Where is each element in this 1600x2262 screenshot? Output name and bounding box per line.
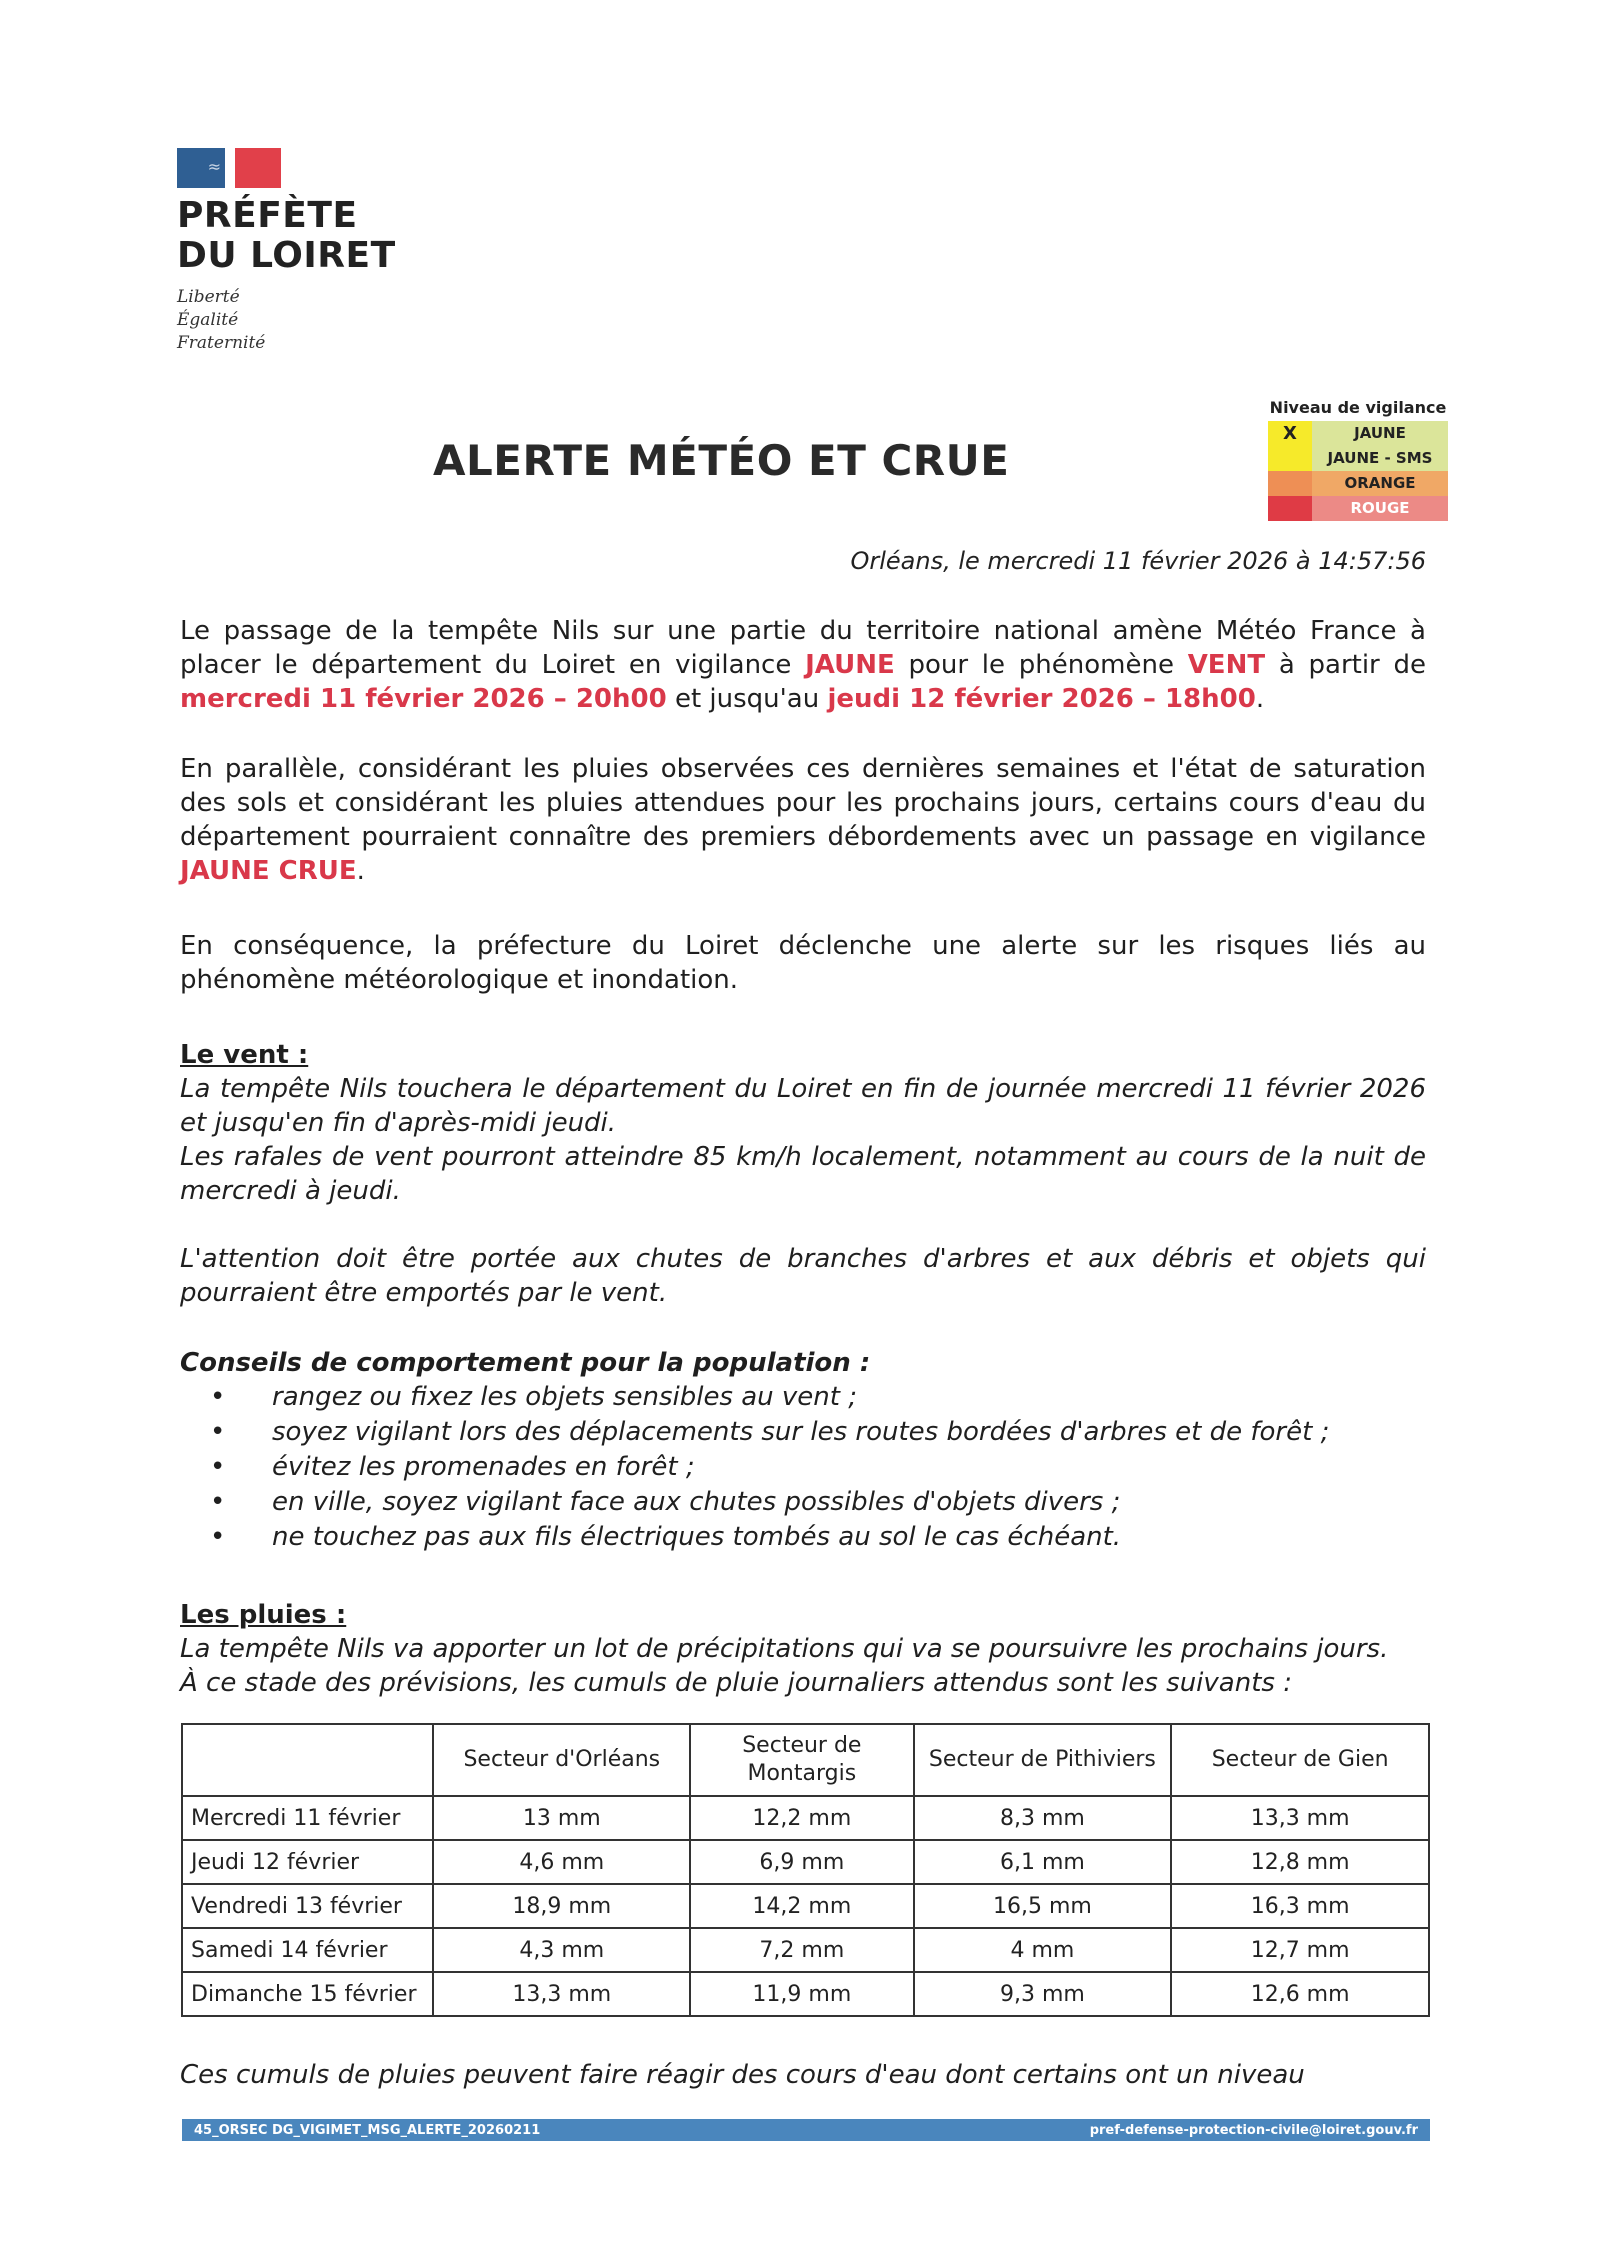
row-day: Mercredi 11 février: [182, 1796, 433, 1840]
wind-line-2: Les rafales de vent pourront atteindre 85 km/h localement, notamment au cours de la nuit de mercredi à jeudi.: [180, 1142, 1426, 1206]
date-line: Orléans, le mercredi 11 février 2026 à 14:57:56: [850, 547, 1426, 575]
bullet-icon: •: [210, 1487, 226, 1517]
bullet-icon: •: [210, 1522, 226, 1552]
rain-forecast-table: [181, 1723, 1430, 2017]
end-datetime: jeudi 12 février 2026 – 18h00: [827, 684, 1256, 714]
table-row: [182, 1972, 1429, 2016]
vigilance-title: Niveau de vigilance: [1269, 398, 1447, 417]
cell-pithiviers: 4 mm: [914, 1928, 1172, 1972]
cell-orleans: 4,6 mm: [433, 1840, 690, 1884]
motto-fraternite: Fraternité: [177, 333, 266, 353]
row-day: Vendredi 13 février: [182, 1884, 433, 1928]
cell-montargis: 6,9 mm: [690, 1840, 913, 1884]
table-row: [182, 1884, 1429, 1928]
republic-motto: [177, 286, 396, 355]
rain-section: [180, 1598, 1426, 1700]
cell-gien: 12,6 mm: [1171, 1972, 1429, 2016]
motto-liberte: Liberté: [177, 287, 240, 307]
intro-paragraph-3: En conséquence, la préfecture du Loiret déclenche une alerte sur les risques liés au phénomène météorologique et inondation.: [180, 931, 1426, 995]
wind-line-1: La tempête Nils touchera le département du Loiret en fin de journée mercredi 11 février 2026 et jusqu'en fin d'après-midi jeudi.: [180, 1074, 1426, 1138]
cell-gien: 12,8 mm: [1171, 1840, 1429, 1884]
intro-paragraph-1: Le passage de la tempête Nils sur une partie du territoire national amène Météo France à placer le département du Loiret en vigilance JAUNE pour le phénomène VENT à partir de mercredi 11 février 2026 – 20h00 et jusqu'au jeudi 12 février 2026 – 18h00.: [180, 616, 1426, 714]
vigilance-level-jaune-sms: JAUNE - SMS: [1312, 446, 1448, 471]
vigilance-marker-cell: [1268, 471, 1312, 496]
table-row: [182, 1928, 1429, 1972]
wind-section: [180, 1038, 1426, 1310]
row-day: Samedi 14 février: [182, 1928, 433, 1972]
cell-gien: 12,7 mm: [1171, 1928, 1429, 1972]
motto-egalite: Égalité: [177, 310, 239, 330]
list-item: • rangez ou fixez les objets sensibles au vent ;: [210, 1380, 1426, 1415]
cell-orleans: 13 mm: [433, 1796, 690, 1840]
table-header-montargis: Secteur de Montargis: [690, 1724, 913, 1796]
wind-heading: Le vent :: [180, 1040, 309, 1070]
rain-heading: Les pluies :: [180, 1600, 347, 1630]
cell-pithiviers: 16,5 mm: [914, 1884, 1172, 1928]
advice-heading: Conseils de comportement pour la population :: [180, 1348, 871, 1378]
cell-pithiviers: 8,3 mm: [914, 1796, 1172, 1840]
list-item: • soyez vigilant lors des déplacements sur les routes bordées d'arbres et de forêt ;: [210, 1415, 1426, 1450]
vigilance-marker-cell: [1268, 446, 1312, 471]
cell-orleans: 4,3 mm: [433, 1928, 690, 1972]
advice-list: [210, 1380, 1426, 1555]
table-row: [182, 1840, 1429, 1884]
document-reference: 45_ORSEC DG_VIGIMET_MSG_ALERTE_20260211: [194, 2122, 541, 2138]
cell-pithiviers: 6,1 mm: [914, 1840, 1172, 1884]
vigilance-marker-cell: [1268, 496, 1312, 521]
cell-gien: 16,3 mm: [1171, 1884, 1429, 1928]
institution-line-2: DU LOIRET: [177, 235, 396, 276]
table-header-row: [182, 1724, 1429, 1796]
vigilance-level-text: JAUNE: [805, 650, 895, 680]
vigilance-level-jaune: JAUNE: [1312, 421, 1448, 446]
table-header-orleans: Secteur d'Orléans: [433, 1724, 690, 1796]
contact-email: pref-defense-protection-civile@loiret.gouv.fr: [1089, 2122, 1418, 2138]
document-title: ALERTE MÉTÉO ET CRUE: [433, 436, 1010, 485]
vigilance-selected-mark: X: [1268, 421, 1312, 446]
row-day: Jeudi 12 février: [182, 1840, 433, 1884]
cell-orleans: 13,3 mm: [433, 1972, 690, 2016]
closing-line: Ces cumuls de pluies peuvent faire réagir des cours d'eau dont certains ont un niveau: [180, 2060, 1305, 2090]
cell-montargis: 7,2 mm: [690, 1928, 913, 1972]
advice-section: [180, 1346, 1426, 1555]
marianne-flag-icon: ≈: [177, 148, 281, 188]
cell-montargis: 14,2 mm: [690, 1884, 913, 1928]
start-datetime: mercredi 11 février 2026 – 20h00: [180, 684, 667, 714]
bullet-icon: •: [210, 1417, 226, 1447]
rain-line-1: La tempête Nils va apporter un lot de précipitations qui va se poursuivre les prochains jours.: [180, 1634, 1389, 1664]
vigilance-level-rouge: ROUGE: [1312, 496, 1448, 521]
table-row: [182, 1796, 1429, 1840]
footer-bar: [182, 2119, 1430, 2141]
bullet-icon: •: [210, 1382, 226, 1412]
cell-montargis: 11,9 mm: [690, 1972, 913, 2016]
institution-name: [177, 196, 396, 276]
phenomenon-text: VENT: [1187, 650, 1266, 680]
cell-orleans: 18,9 mm: [433, 1884, 690, 1928]
table-header-empty: [182, 1724, 433, 1796]
table-header-pithiviers: Secteur de Pithiviers: [914, 1724, 1172, 1796]
flood-vigilance-text: JAUNE CRUE: [180, 856, 357, 886]
institution-line-1: PRÉFÈTE: [177, 195, 358, 236]
list-item: • évitez les promenades en forêt ;: [210, 1450, 1426, 1485]
cell-montargis: 12,2 mm: [690, 1796, 913, 1840]
list-item: • ne touchez pas aux fils électriques tombés au sol le cas échéant.: [210, 1520, 1426, 1555]
intro-paragraph-2: En parallèle, considérant les pluies observées ces dernières semaines et l'état de saturation des sols et considérant les pluies attendues pour les prochains jours, certains cours d'eau du département pourraient connaître des premiers débordements avec un passage en vigilance JAUNE CRUE.: [180, 754, 1426, 886]
row-day: Dimanche 15 février: [182, 1972, 433, 2016]
cell-gien: 13,3 mm: [1171, 1796, 1429, 1840]
bullet-icon: •: [210, 1452, 226, 1482]
wind-attention: L'attention doit être portée aux chutes de branches d'arbres et aux débris et objets qui pourraient être emportés par le vent.: [180, 1244, 1426, 1308]
vigilance-level-orange: ORANGE: [1312, 471, 1448, 496]
table-header-gien: Secteur de Gien: [1171, 1724, 1429, 1796]
vigilance-level-box: [1268, 398, 1448, 521]
list-item: • en ville, soyez vigilant face aux chutes possibles d'objets divers ;: [210, 1485, 1426, 1520]
prefecture-logo: [177, 148, 396, 355]
cell-pithiviers: 9,3 mm: [914, 1972, 1172, 2016]
rain-line-2: À ce stade des prévisions, les cumuls de pluie journaliers attendus sont les suivants :: [180, 1668, 1292, 1698]
